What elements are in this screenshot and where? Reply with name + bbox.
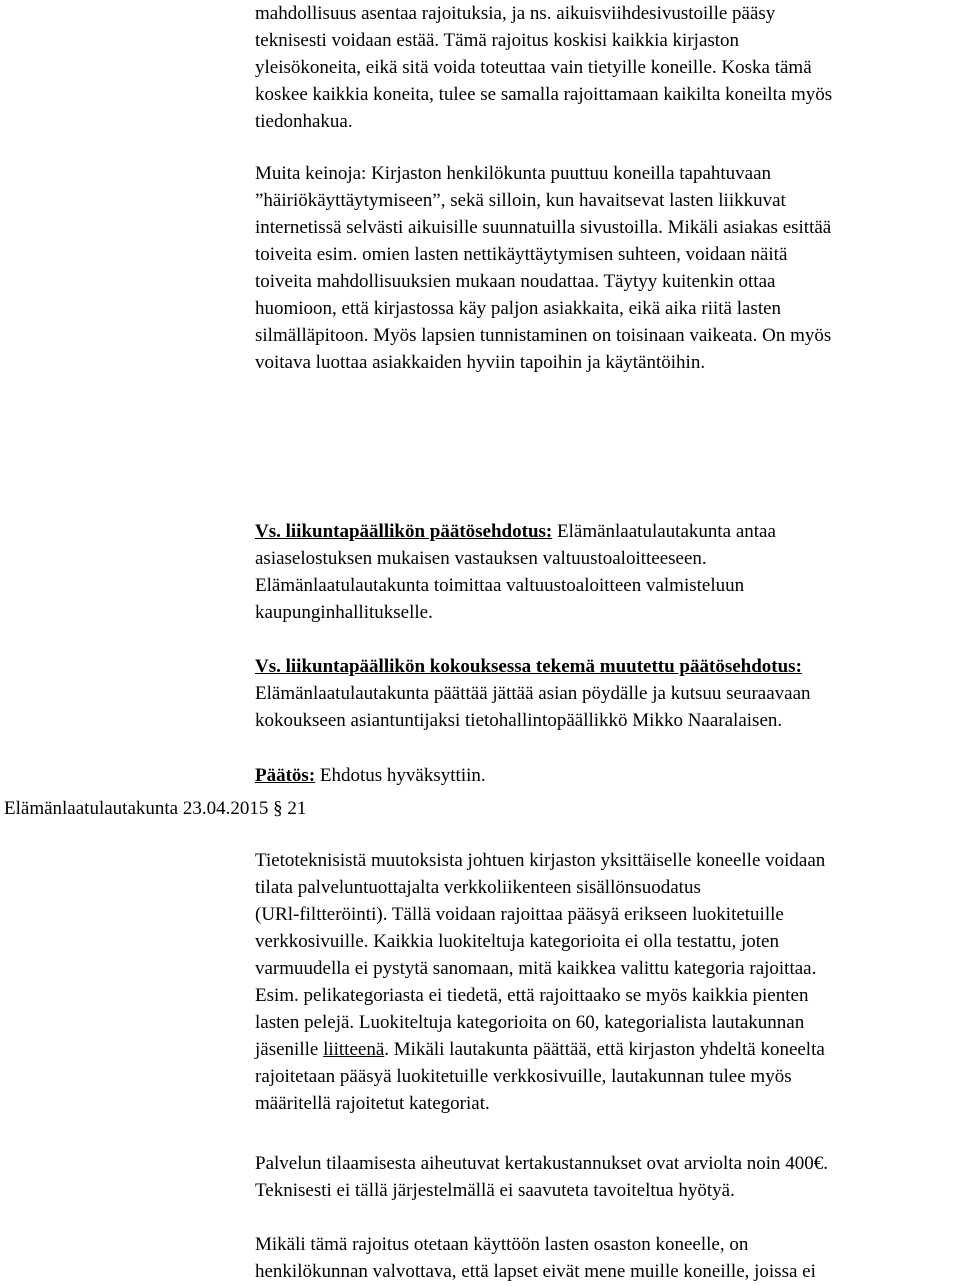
decision-text: Ehdotus hyväksyttiin.	[315, 765, 486, 786]
text-line: henkilökunnan valvottava, että lapset eivät mene muille koneille, joissa ei	[255, 1261, 816, 1282]
proposal-first-line	[255, 518, 955, 545]
proposal-heading: Vs. liikuntapäällikön päätösehdotus:	[255, 521, 553, 542]
text-line: asiaselostuksen mukaisen vastauksen valtuustoaloitteeseen.	[255, 548, 707, 569]
text-line: internetissä selvästi aikuisille suunnatuilla sivustoilla. Mikäli asiakas esittää	[255, 217, 832, 238]
text-line: tiedonhakua.	[255, 111, 353, 132]
text-line: määritellä rajoitetut kategoriat.	[255, 1093, 490, 1114]
text-line: rajoitetaan pääsyä luokitetuille verkkosivuille, lautakunnan tulee myös	[255, 1066, 792, 1087]
decision-heading: Päätös:	[255, 765, 316, 786]
text-line: (URl-filtteröinti). Tällä voidaan rajoittaa pääsyä erikseen luokitetuille	[255, 904, 784, 925]
text-fragment: jäsenille	[255, 1039, 324, 1060]
text-line: koskee kaikkia koneita, tulee se samalla rajoittamaan kaikilta koneilta myös	[255, 84, 833, 105]
text-line: kokoukseen asiantuntijaksi tietohallintopäällikkö Mikko Naaralaisen.	[255, 710, 783, 731]
text-line: lasten pelejä. Luokiteltuja kategorioita on 60, kategorialista lautakunnan	[255, 1012, 805, 1033]
decision-section	[255, 762, 955, 789]
text-line-with-link	[255, 1036, 955, 1063]
text-line: silmälläpitoon. Myös lapsien tunnistaminen on toisinaan vaikeata. On myös	[255, 325, 832, 346]
paragraph-means	[255, 160, 955, 376]
proposal-text: Elämänlaatulautakunta antaa	[552, 521, 776, 542]
paragraph-top	[255, 0, 955, 135]
text-line: Palvelun tilaamisesta aiheutuvat kertakustannukset ovat arviolta noin 400€.	[255, 1153, 829, 1174]
text-line: toiveita esim. omien lasten nettikäyttäytymisen suhteen, voidaan näitä	[255, 244, 788, 265]
text-line: kaupunginhallitukselle.	[255, 602, 433, 623]
modified-proposal-heading: Vs. liikuntapäällikön kokouksessa tekemä muutettu päätösehdotus:	[255, 656, 802, 677]
text-line: yleisökoneita, eikä sitä voida toteuttaa vain tietyille koneille. Koska tämä	[255, 57, 812, 78]
text-line: verkkosivuille. Kaikkia luokiteltuja kategorioita ei olla testattu, joten	[255, 931, 779, 952]
text-line: Esim. pelikategoriasta ei tiedetä, että rajoittaako se myös kaikkia pienten	[255, 985, 809, 1006]
meeting-reference: Elämänlaatulautakunta 23.04.2015 § 21	[4, 798, 307, 819]
text-line: toiveita mahdollisuuksien mukaan noudattaa. Täytyy kuitenkin ottaa	[255, 271, 776, 292]
text-line: varmuudella ei pystytä sanomaan, mitä kaikkea valittu kategoria rajoittaa.	[255, 958, 817, 979]
text-line: voitava luottaa asiakkaiden hyviin tapoihin ja käytäntöihin.	[255, 352, 706, 373]
text-line: Teknisesti ei tällä järjestelmällä ei saavuteta tavoiteltua hyötyä.	[255, 1180, 735, 1201]
text-line: teknisesti voidaan estää. Tämä rajoitus koskisi kaikkia kirjaston	[255, 30, 740, 51]
text-line: Tietoteknisistä muutoksista johtuen kirjaston yksittäiselle koneelle voidaan	[255, 850, 826, 871]
decision-line	[255, 762, 955, 789]
text-line: tilata palveluntuottajalta verkkoliikenteen sisällönsuodatus	[255, 877, 701, 898]
paragraph-costs	[255, 1150, 955, 1204]
text-line: Elämänlaatulautakunta toimittaa valtuustoaloitteen valmisteluun	[255, 575, 745, 596]
text-line: huomioon, että kirjastossa käy paljon asiakkaita, eikä aika riitä lasten	[255, 298, 782, 319]
paragraph-filtering	[255, 847, 955, 1117]
modified-proposal-section	[255, 653, 955, 734]
text-line: mahdollisuus asentaa rajoituksia, ja ns. aikuisviihdesivustoille pääsy	[255, 3, 776, 24]
text-line: Mikäli tämä rajoitus otetaan käyttöön lasten osaston koneelle, on	[255, 1234, 749, 1255]
text-line: Muita keinoja: Kirjaston henkilökunta puuttuu koneilla tapahtuvaan	[255, 163, 772, 184]
text-line: ”häiriökäyttäytymiseen”, sekä silloin, kun havaitsevat lasten liikkuvat	[255, 190, 786, 211]
text-line: Elämänlaatulautakunta päättää jättää asian pöydälle ja kutsuu seuraavaan	[255, 683, 811, 704]
paragraph-final	[255, 1231, 955, 1285]
modified-proposal-heading-line	[255, 653, 955, 680]
proposal-section	[255, 518, 955, 626]
attachment-link[interactable]: liitteenä	[323, 1039, 385, 1060]
text-fragment: . Mikäli lautakunta päättää, että kirjaston yhdeltä koneelta	[384, 1039, 825, 1060]
